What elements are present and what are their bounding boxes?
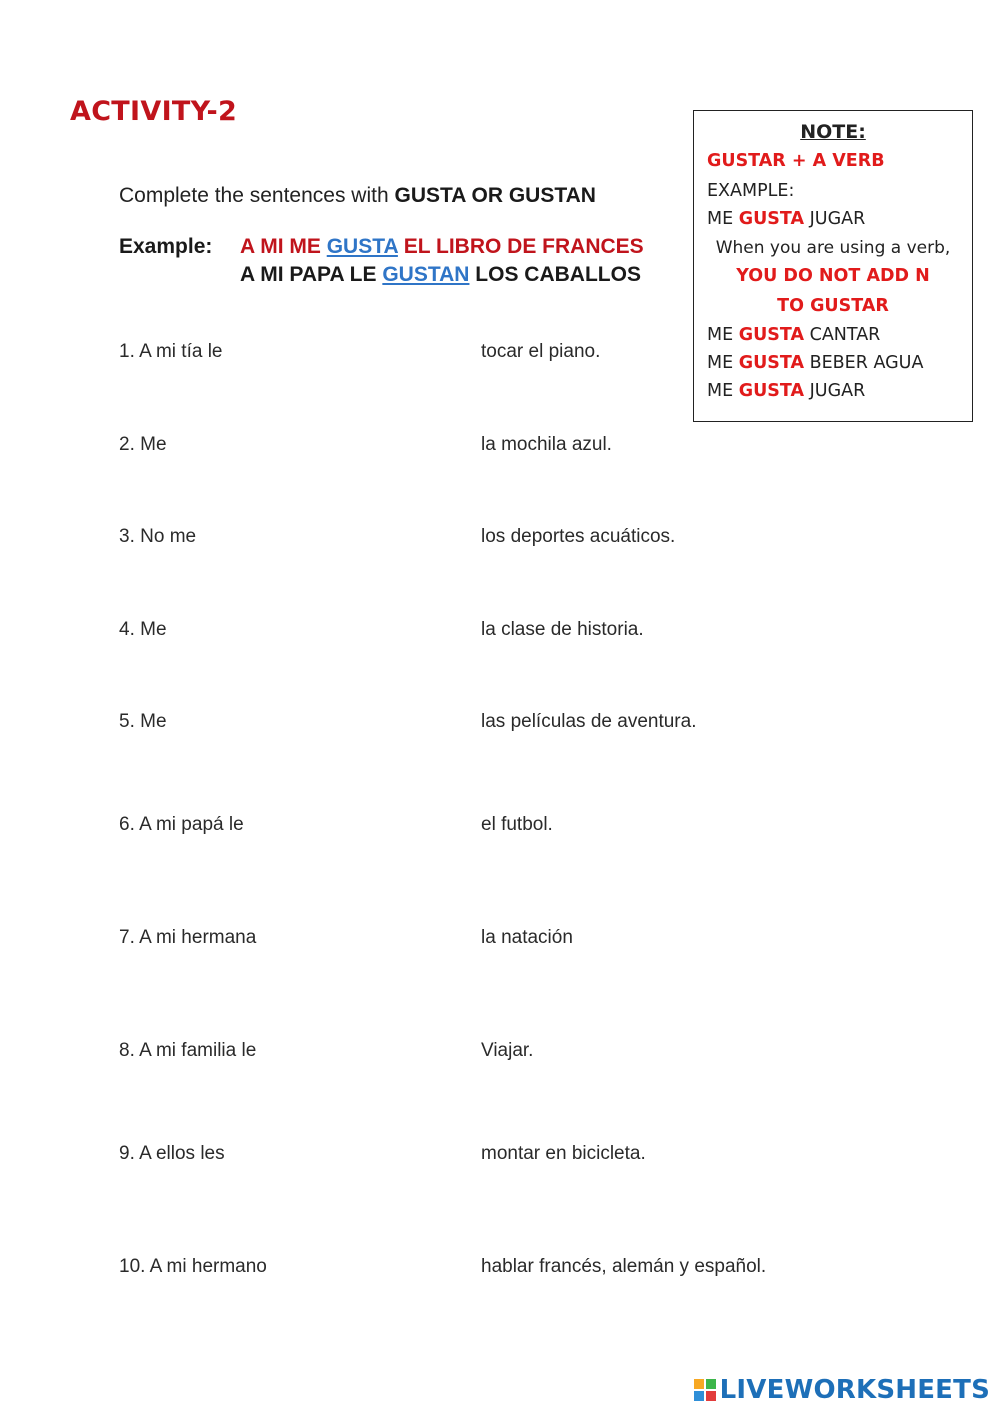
exercise-item-2	[0, 434, 1000, 462]
answer-input-7[interactable]	[300, 923, 454, 953]
note-example-1-verb: GUSTA	[738, 209, 805, 229]
item-stem: 1. A mi tía le	[119, 341, 223, 362]
liveworksheets-logo-icon	[694, 1379, 716, 1401]
example-line-2-start: A MI PAPA LE	[240, 263, 383, 286]
exercise-item-9	[0, 1143, 1000, 1171]
note-explanation: When you are using a verb,	[715, 238, 951, 258]
note-example-2-end: CANTAR	[804, 325, 881, 345]
note-example-4-start: ME	[707, 381, 739, 401]
note-rule: GUSTAR + A VERB	[707, 151, 885, 171]
item-stem: 2. Me	[119, 434, 167, 455]
answer-input-8[interactable]	[300, 1036, 454, 1066]
exercise-item-6	[0, 814, 1000, 842]
note-example-1	[707, 209, 865, 229]
item-stem: 8. A mi familia le	[119, 1040, 257, 1061]
exercise-item-3	[0, 526, 1000, 554]
answer-input-3[interactable]	[300, 522, 454, 552]
item-ending: Viajar.	[481, 1040, 534, 1061]
item-ending: hablar francés, alemán y español.	[481, 1256, 767, 1277]
note-example-3-start: ME	[707, 353, 739, 373]
answer-input-9[interactable]	[300, 1139, 454, 1169]
note-example-label: EXAMPLE:	[707, 181, 795, 201]
item-ending: las películas de aventura.	[481, 711, 697, 732]
example-line-1-highlight: GUSTA	[326, 235, 398, 258]
item-stem: 9. A ellos les	[119, 1143, 225, 1164]
note-example-4-end: JUGAR	[804, 381, 866, 401]
exercise-item-7	[0, 927, 1000, 955]
note-heading: NOTE:	[800, 121, 866, 143]
note-example-3-verb: GUSTA	[738, 353, 805, 373]
item-stem: 4. Me	[119, 619, 167, 640]
note-example-1-start: ME	[707, 209, 739, 229]
footer-brand	[694, 1375, 990, 1405]
item-stem: 10. A mi hermano	[119, 1256, 267, 1277]
note-box	[693, 110, 973, 422]
example-line-2-end: LOS CABALLOS	[469, 263, 641, 286]
item-ending: la clase de historia.	[481, 619, 644, 640]
item-ending: los deportes acuáticos.	[481, 526, 676, 547]
answer-input-1[interactable]	[300, 337, 454, 367]
note-warning-line-1: YOU DO NOT ADD N	[736, 266, 930, 286]
instruction-emphasis: GUSTA OR GUSTAN	[394, 184, 596, 207]
instruction-text: Complete the sentences with	[119, 184, 395, 207]
example-line-1-end: EL LIBRO DE FRANCES	[397, 235, 644, 258]
instruction	[119, 184, 596, 208]
example-line-1-start: A MI ME	[240, 235, 327, 258]
note-example-3-end: BEBER AGUA	[804, 353, 924, 373]
example-line-1	[240, 235, 644, 259]
exercise-item-10	[0, 1256, 1000, 1284]
brand-name: LIVEWORKSHEETS	[719, 1375, 990, 1405]
item-ending: el futbol.	[481, 814, 553, 835]
answer-input-5[interactable]	[300, 707, 454, 737]
exercise-item-5	[0, 711, 1000, 739]
note-example-4-verb: GUSTA	[738, 381, 805, 401]
item-ending: la mochila azul.	[481, 434, 612, 455]
note-example-4	[707, 381, 865, 401]
answer-input-10[interactable]	[300, 1252, 454, 1282]
answer-input-4[interactable]	[300, 615, 454, 645]
example-label: Example:	[119, 235, 213, 258]
note-warning-line-2: TO GUSTAR	[777, 296, 889, 316]
note-example-2-verb: GUSTA	[738, 325, 805, 345]
exercise-item-8	[0, 1040, 1000, 1068]
note-example-2-start: ME	[707, 325, 739, 345]
item-ending: tocar el piano.	[481, 341, 601, 362]
item-stem: 3. No me	[119, 526, 197, 547]
example-line-2-highlight: GUSTAN	[382, 263, 470, 286]
answer-input-6[interactable]	[300, 810, 454, 840]
item-stem: 7. A mi hermana	[119, 927, 257, 948]
example-line-2	[240, 263, 641, 287]
exercise-item-4	[0, 619, 1000, 647]
item-stem: 6. A mi papá le	[119, 814, 244, 835]
exercise-item-1	[0, 341, 1000, 369]
item-ending: montar en bicicleta.	[481, 1143, 646, 1164]
item-ending: la natación	[481, 927, 573, 948]
answer-input-2[interactable]	[300, 430, 454, 460]
item-stem: 5. Me	[119, 711, 167, 732]
note-example-1-end: JUGAR	[804, 209, 866, 229]
page-title: ACTIVITY-2	[70, 96, 238, 127]
